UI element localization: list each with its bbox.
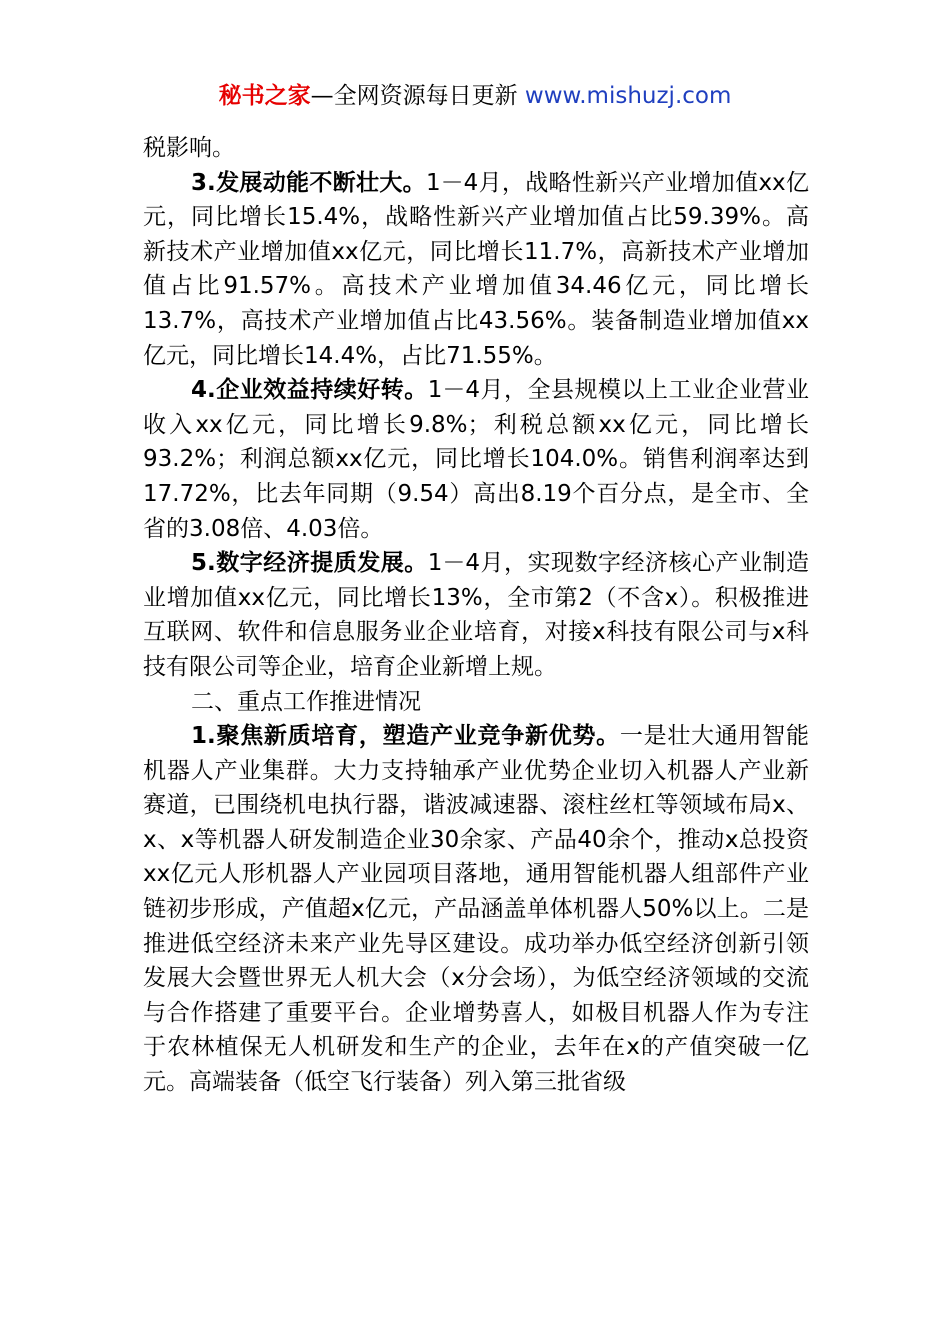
paragraph-text: 税影响。 [143, 135, 235, 161]
site-slogan: —全网资源每日更新 [310, 83, 525, 109]
document-body [143, 131, 809, 1100]
paragraph-enterprise-profit [143, 373, 809, 546]
site-url[interactable]: www.mishuzj.com [524, 83, 732, 109]
paragraph-digital-economy [143, 546, 809, 684]
paragraph-text: 一是壮大通用智能机器人产业集群。大力支持轴承产业优势企业切入机器人产业新赛道，已围绕机电执行器，谐波减速器、滚柱丝杠等领域布局x、x、x等机器人研发制造企业30余家、产品40余个，推动x总投资xx亿元人形机器人产业园项目落地，通用智能机器人组部件产业链初步形成，产值超x亿元，产品涵盖单体机器人50%以上。二是推进低空经济未来产业先导区建设。成功举办低空经济创新引领发展大会暨世界无人机大会（x分会场），为低空经济领域的交流与合作搭建了重要平台。企业增势喜人，如极目机器人作为专注于农林植保无人机研发和生产的企业，去年在x的产值突破一亿元。高端装备（低空飞行装备）列入第三批省级 [143, 723, 810, 1096]
paragraph-lead: 1.聚焦新质培育，塑造产业竞争新优势。 [191, 723, 620, 750]
paragraph-lead: 5.数字经济提质发展。 [191, 550, 428, 577]
paragraph-continuation [143, 131, 809, 166]
section-heading-text: 二、重点工作推进情况 [191, 688, 421, 715]
site-brand: 秘书之家 [218, 83, 311, 109]
paragraph-lead: 3.发展动能不断壮大。 [191, 169, 426, 196]
section-heading [143, 685, 809, 720]
page-header [0, 80, 950, 112]
paragraph-lead: 4.企业效益持续好转。 [191, 377, 428, 404]
paragraph-text: 1－4月，全县规模以上工业企业营业收入xx亿元，同比增长9.8%；利税总额xx亿元，同比增长93.2%；利润总额xx亿元，同比增长104.0%。销售利润率达到17.72%，比去年同期（9.54）高出8.19个百分点，是全市、全省的3.08倍、4.03倍。 [143, 377, 809, 542]
paragraph-development-momentum [143, 166, 809, 374]
paragraph-text: 1－4月，实现数字经济核心产业制造业增加值xx亿元，同比增长13%，全市第2（不含x）。积极推进互联网、软件和信息服务业企业培育，对接x科技有限公司与x科技有限公司等企业，培育企业新增上规。 [143, 550, 809, 680]
paragraph-text: 1－4月，战略性新兴产业增加值xx亿元，同比增长15.4%，战略性新兴产业增加值占比59.39%。高新技术产业增加值xx亿元，同比增长11.7%，高新技术产业增加值占比91.57%。高技术产业增加值34.46亿元，同比增长13.7%，高技术产业增加值占比43.56%。装备制造业增加值xx亿元，同比增长14.4%，占比71.55%。 [143, 169, 809, 369]
paragraph-new-quality-cultivation [143, 719, 809, 1100]
